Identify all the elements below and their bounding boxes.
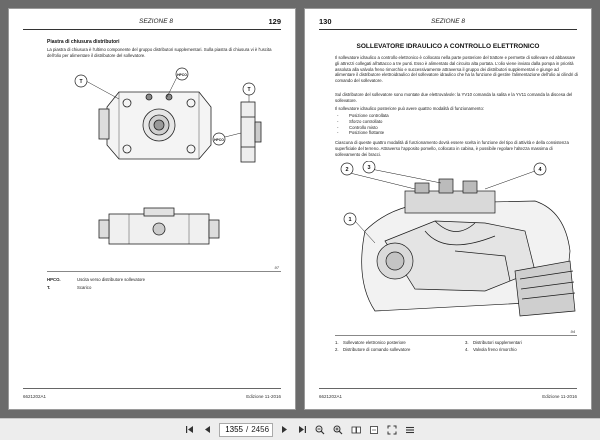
legend-rule <box>335 335 577 336</box>
page-layout-button[interactable] <box>349 423 363 437</box>
closure-plate-front-view <box>89 204 229 254</box>
fullscreen-icon <box>387 425 397 435</box>
legend-item: 3. Distributori supplementari <box>465 340 522 345</box>
solenoid-paragraph: Sul distributore del sollevatore sono montate due elettrovalvole: la YV10 comanda la salita e la YV11 comanda la discesa del sollevatore. <box>335 92 573 103</box>
callout-1: 1 <box>348 217 352 223</box>
footer-edition: Edizione 11-2016 <box>542 394 577 399</box>
list-item: - Controllo misto <box>335 125 579 131</box>
fullscreen-button[interactable] <box>385 423 399 437</box>
legend-item: 2. Distributore di comando sollevatore <box>335 347 411 352</box>
page-separator: / <box>245 425 249 434</box>
header-rule <box>23 29 281 30</box>
footer-code: 6621202A1 <box>23 394 47 399</box>
hpco-label-top: HPCO <box>177 73 187 77</box>
page-number-input[interactable] <box>223 425 243 434</box>
previous-page-button[interactable] <box>201 423 215 437</box>
menu-icon <box>405 425 415 435</box>
fit-page-button[interactable] <box>367 423 381 437</box>
modes-intro: Il sollevatore idraulico posteriore può avere quattro modalità di funzionamento: <box>335 106 485 111</box>
section-title: Piastra di chiusura distributori <box>47 39 120 45</box>
legend-item: 1. Sollevatore elettronico posteriore <box>335 340 406 345</box>
previous-page-icon <box>203 425 212 434</box>
modes-list <box>335 113 579 136</box>
hpco-label-side: HPCO <box>214 138 224 142</box>
legend-item: HPCO. Uscita verso distributore sollevatore <box>47 277 146 282</box>
modes-paragraph: Ciascuna di queste quattro modalità di funzionamento dovrà essere scelta in funzione del tipo di attività e della consistenza superficiale del terreno. Attraverso l'apposito pomello, collocato in cabina, è possibile regolare l'altezza massima di sollevamento dei bracci. <box>335 140 569 157</box>
callout-4: 4 <box>538 167 542 173</box>
footer-edition: Edizione 11-2016 <box>246 394 281 399</box>
last-page-icon <box>298 425 307 434</box>
zoom-out-button[interactable] <box>313 423 327 437</box>
callout-3: 3 <box>367 165 371 171</box>
figure-code: 97 <box>274 265 279 270</box>
page-number: 129 <box>268 17 281 26</box>
lift-assembly-drawing <box>335 161 583 329</box>
intro-paragraph: La piastra di chiusura è l'ultimo componente del gruppo distributori supplementari. Sulla piastra di chiusura vi è l'uscita dell'olio per alimentare il distributore del sollevatore. <box>47 47 272 58</box>
footer-rule <box>23 388 281 389</box>
description-paragraph: Il sollevatore idraulico a controllo elettronico è collocato nella parte posteriore del trattore e permette di sollevare ed abbassare gli attrezzi collegati all'attacco a tre punti. Esso è alimentato dal circuito alta portata. L'olio viene inviato dalla pompa in priorità assoluta alla valvola freno rimorchio e successivamente attraversa il gruppo dei distributori supplementari e giunge ad alimentare il distributore elettroidraulico del sollevatore idraulico che ha la funzione di gestire l'alimentazione dell'olio ai cilindri di comando del sollevatore. <box>335 55 578 84</box>
t-label-top: T <box>79 79 83 85</box>
page-number: 130 <box>319 17 332 26</box>
zoom-out-icon <box>315 425 325 435</box>
next-page-icon <box>280 425 289 434</box>
section-header: SEZIONE 8 <box>431 18 465 25</box>
first-page-icon <box>185 425 194 434</box>
list-item: - Posizione flottante <box>335 130 579 136</box>
callout-2: 2 <box>345 167 349 173</box>
last-page-button[interactable] <box>295 423 309 437</box>
header-rule <box>319 29 577 30</box>
zoom-in-button[interactable] <box>331 423 345 437</box>
fit-page-icon <box>369 425 379 435</box>
pages-icon <box>351 425 361 435</box>
zoom-in-icon <box>333 425 343 435</box>
legend-item: 4. Valvola freno rimorchio <box>465 347 517 352</box>
legend-rule <box>47 271 281 272</box>
footer-code: 6621202A1 <box>319 394 343 399</box>
section-header: SEZIONE 8 <box>139 18 173 25</box>
first-page-button[interactable] <box>183 423 197 437</box>
page-130 <box>304 8 592 410</box>
list-item: - Sforzo controllato <box>335 119 579 125</box>
footer-rule <box>319 388 577 389</box>
total-pages: 2456 <box>251 425 270 434</box>
viewer-toolbar <box>0 418 600 440</box>
legend-item: T. Scarico <box>47 285 92 290</box>
t-label-side: T <box>247 87 251 93</box>
next-page-button[interactable] <box>277 423 291 437</box>
page-indicator <box>219 423 273 437</box>
figure-code: 94 <box>570 329 575 334</box>
menu-button[interactable] <box>403 423 417 437</box>
page-129 <box>8 8 296 410</box>
closure-plate-drawing <box>59 67 289 197</box>
list-item: - Posizione controllata <box>335 113 579 119</box>
section-title: SOLLEVATORE IDRAULICO A CONTROLLO ELETTRONICO <box>356 43 540 50</box>
